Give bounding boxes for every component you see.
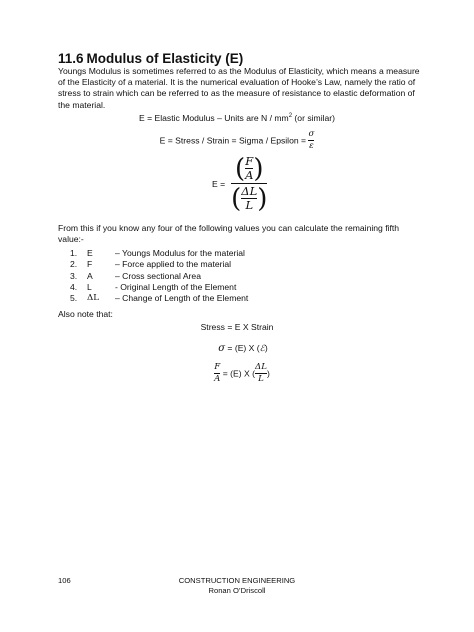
- area-symbol: A: [245, 168, 254, 182]
- footer-author: Ronan O’Driscoll: [208, 586, 266, 595]
- also-note-text: Also note that:: [58, 309, 113, 319]
- formula-denominator: ( ΔL L ): [231, 183, 268, 214]
- fraction-numerator: σ: [308, 129, 315, 139]
- epsilon-symbol: ℰ: [259, 344, 265, 354]
- formula-main-fraction: [231, 155, 267, 212]
- stress-strain-line: [0, 129, 474, 152]
- delta-length-symbol: ΔL: [241, 184, 258, 198]
- sigma-epsilon-fraction: [308, 129, 314, 152]
- formula-label: E =: [212, 178, 226, 189]
- stress-strain-text: E = Stress / Strain = Sigma / Epsilon =: [159, 135, 309, 146]
- stress-equation: Stress = E X Strain: [200, 322, 274, 332]
- force-area-equation: $\frac{F}{A}$ = (E) X ( $\frac{\Delta L}{L}$ ): [214, 362, 270, 384]
- section-heading: [58, 51, 243, 66]
- list-item: 3. A – Cross sectional Area: [70, 270, 201, 281]
- list-item: 2. F – Force applied to the material: [70, 259, 232, 270]
- elastic-modulus-line: [0, 113, 474, 123]
- from-this-paragraph: From this if you know any four of the following values you can calculate the remaining fifth value:-: [58, 223, 400, 245]
- sigma-symbol: σ: [218, 343, 226, 354]
- footer-title: CONSTRUCTION ENGINEERING: [178, 576, 296, 585]
- youngs-modulus-formula: [212, 155, 267, 212]
- units-superscript: 2: [288, 113, 293, 120]
- elastic-modulus-suffix: (or similar): [292, 113, 336, 123]
- page-number: 106: [58, 576, 71, 585]
- list-item: 5. ΔL – Change of Length of the Element: [70, 293, 249, 304]
- force-area-fraction: $\frac{F}{A}$: [214, 362, 221, 384]
- section-number: 11.6: [58, 51, 84, 66]
- list-item: 1. E – Youngs Modulus for the material: [70, 248, 245, 258]
- page-footer: [0, 576, 474, 596]
- variable-list: [70, 248, 248, 304]
- length-symbol: L: [245, 198, 254, 212]
- elastic-modulus-text: E = Elastic Modulus – Units are N / mm: [138, 113, 289, 123]
- strain-fraction: $\frac{\Delta L}{L}$: [255, 362, 267, 384]
- sigma-equation: σ = (E) X (ℰ): [218, 343, 268, 354]
- fraction-denominator: ε: [309, 141, 314, 151]
- force-symbol: F: [245, 154, 254, 168]
- formula-numerator: ( F A ): [234, 153, 264, 184]
- intro-paragraph: Youngs Modulus is sometimes referred to as the Modulus of Elasticity, which means a measure of the Elasticity of a material. It is the numerical evaluation of Hooke’s Law, namely the ratio of stress to strain which can be referred to as the measure of resistance to elastic deformation of the material.: [58, 66, 420, 110]
- section-title: Modulus of Elasticity (E): [86, 51, 244, 66]
- list-item: 4. L - Original Length of the Element: [70, 281, 237, 292]
